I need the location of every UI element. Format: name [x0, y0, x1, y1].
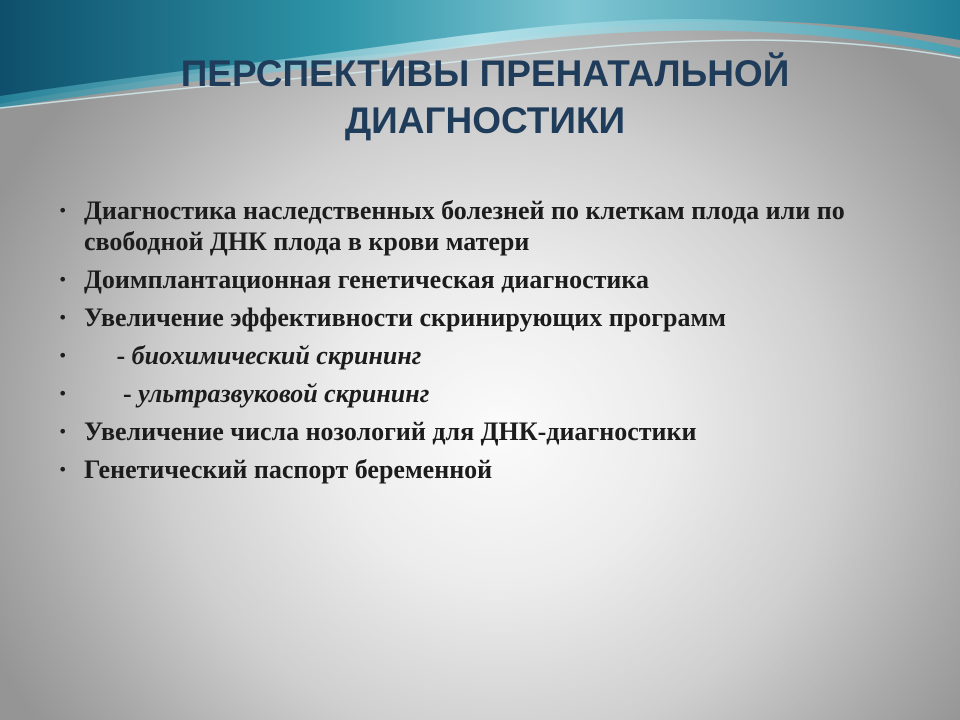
bullet-text: Диагностика наследственных болезней по клеткам плода или по свободной ДНК плода в крови матери	[84, 196, 845, 256]
bullet-icon: •	[58, 460, 68, 479]
bullet-prefix: -	[84, 341, 132, 370]
bullet-icon: •	[58, 308, 68, 327]
bullet-item	[58, 195, 928, 257]
slide-title-line-1: ПЕРСПЕКТИВЫ ПРЕНАТАЛЬНОЙ	[180, 53, 790, 94]
bullet-item-sub	[58, 340, 928, 371]
bullet-text: Доимплантационная генетическая диагностика	[84, 265, 649, 294]
bullet-text: Увеличение числа нозологий для ДНК-диагностики	[84, 417, 697, 446]
bullet-item	[58, 416, 928, 447]
bullet-italic-text: ультразвуковой скрининг	[138, 379, 430, 408]
bullet-item-sub	[58, 378, 928, 409]
bullet-icon: •	[58, 422, 68, 441]
bullet-list	[58, 195, 928, 492]
bullet-item	[58, 264, 928, 295]
bullet-text	[84, 340, 421, 371]
bullet-text	[84, 378, 429, 409]
bullet-item	[58, 302, 928, 333]
bullet-text: Генетический паспорт беременной	[84, 455, 493, 484]
bullet-icon: •	[58, 384, 68, 403]
bullet-item	[58, 454, 928, 485]
bullet-prefix: -	[84, 379, 139, 408]
bullet-italic-text: биохимический скрининг	[131, 341, 422, 370]
slide-title	[80, 50, 890, 144]
bullet-icon: •	[58, 270, 68, 289]
bullet-icon: •	[58, 201, 68, 220]
bullet-icon: •	[58, 346, 68, 365]
bullet-text: Увеличение эффективности скринирующих программ	[84, 303, 726, 332]
slide-title-line-2: ДИАГНОСТИКИ	[344, 100, 626, 141]
